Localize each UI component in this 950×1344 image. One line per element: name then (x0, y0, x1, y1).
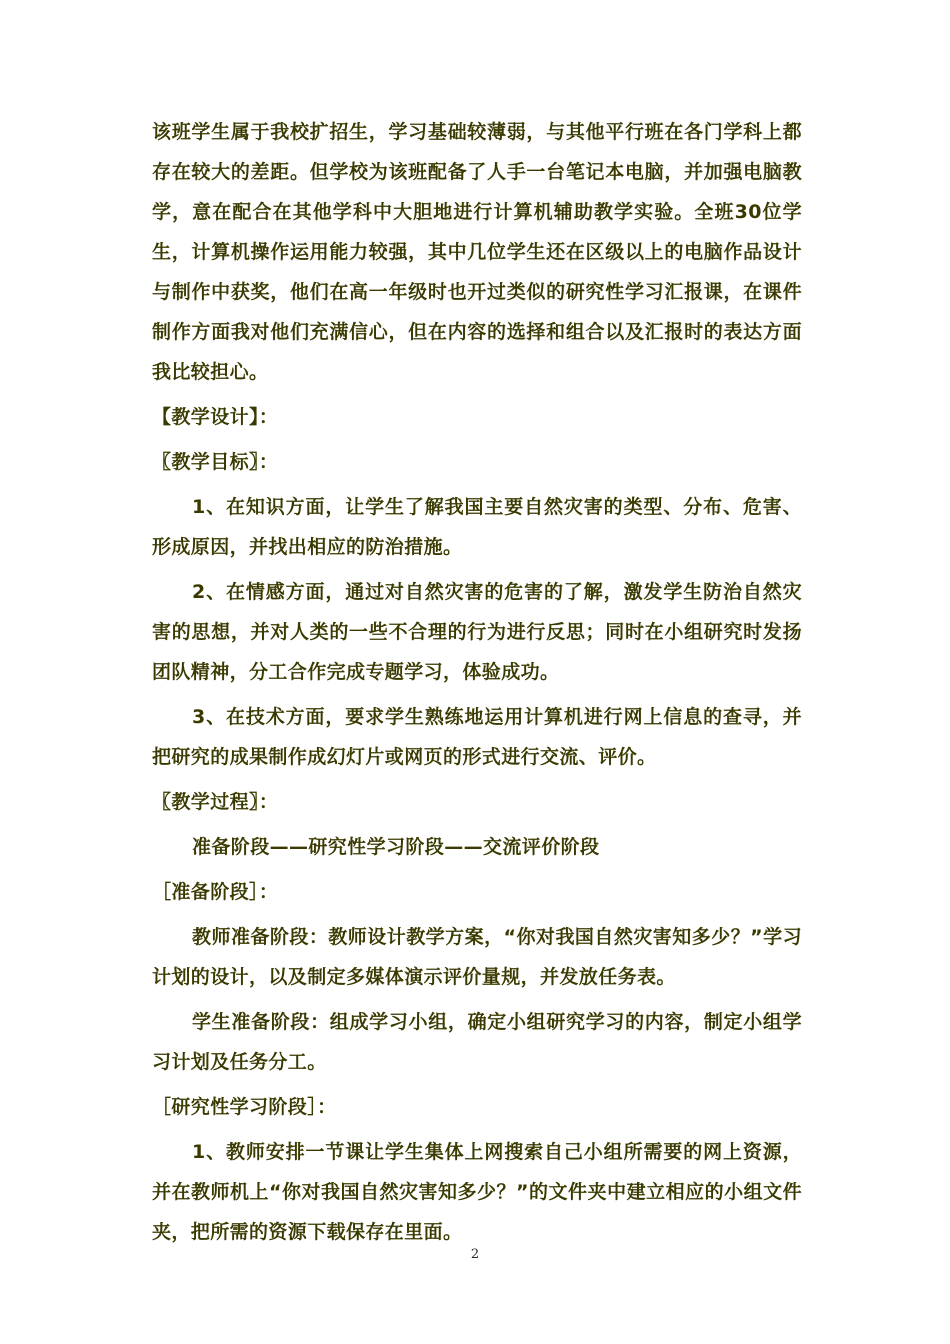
heading-prep-stage: ［准备阶段］： (152, 881, 279, 903)
document-body (152, 112, 802, 1252)
page-number: 2 (470, 1247, 480, 1262)
research-step-1: 1、教师安排一节课让学生集体上网搜索自己小组所需要的网上资源，并在教师机上“你对我国自然灾害知多少？”的文件夹中建立相应的小组文件夹，把所需的资源下载保存在里面。 (152, 1141, 802, 1243)
intro-paragraph: 该班学生属于我校扩招生，学习基础较薄弱，与其他平行班在各门学科上都存在较大的差距。但学校为该班配备了人手一台笔记本电脑，并加强电脑教学，意在配合在其他学科中大胆地进行计算机辅助教学实验。全班30位学生，计算机操作运用能力较强，其中几位学生还在区级以上的电脑作品设计与制作中获奖，他们在高一年级时也开过类似的研究性学习汇报课，在课件制作方面我对他们充满信心，但在内容的选择和组合以及汇报时的表达方面我比较担心。 (152, 121, 802, 383)
heading-teaching-process: 〖教学过程〗： (152, 791, 279, 813)
goal-emotion: 2、在情感方面，通过对自然灾害的危害的了解，激发学生防治自然灾害的思想，并对人类的一些不合理的行为进行反思；同时在小组研究时发扬团队精神，分工合作完成专题学习，体验成功。 (152, 581, 802, 683)
heading-research-stage: ［研究性学习阶段］： (152, 1096, 337, 1118)
goal-technology: 3、在技术方面，要求学生熟练地运用计算机进行网上信息的查寻，并把研究的成果制作成幻灯片或网页的形式进行交流、评价。 (152, 706, 802, 768)
prep-teacher: 教师准备阶段：教师设计教学方案，“你对我国自然灾害知多少？”学习计划的设计，以及制定多媒体演示评价量规，并发放任务表。 (152, 926, 802, 988)
process-overview: 准备阶段——研究性学习阶段——交流评价阶段 (192, 836, 600, 858)
heading-teaching-design: 【教学设计】： (152, 406, 279, 428)
goal-knowledge: 1、在知识方面，让学生了解我国主要自然灾害的类型、分布、危害、形成原因，并找出相应的防治措施。 (152, 496, 802, 558)
heading-teaching-goals: 〖教学目标〗： (152, 451, 279, 473)
prep-student: 学生准备阶段：组成学习小组，确定小组研究学习的内容，制定小组学习计划及任务分工。 (152, 1011, 802, 1073)
